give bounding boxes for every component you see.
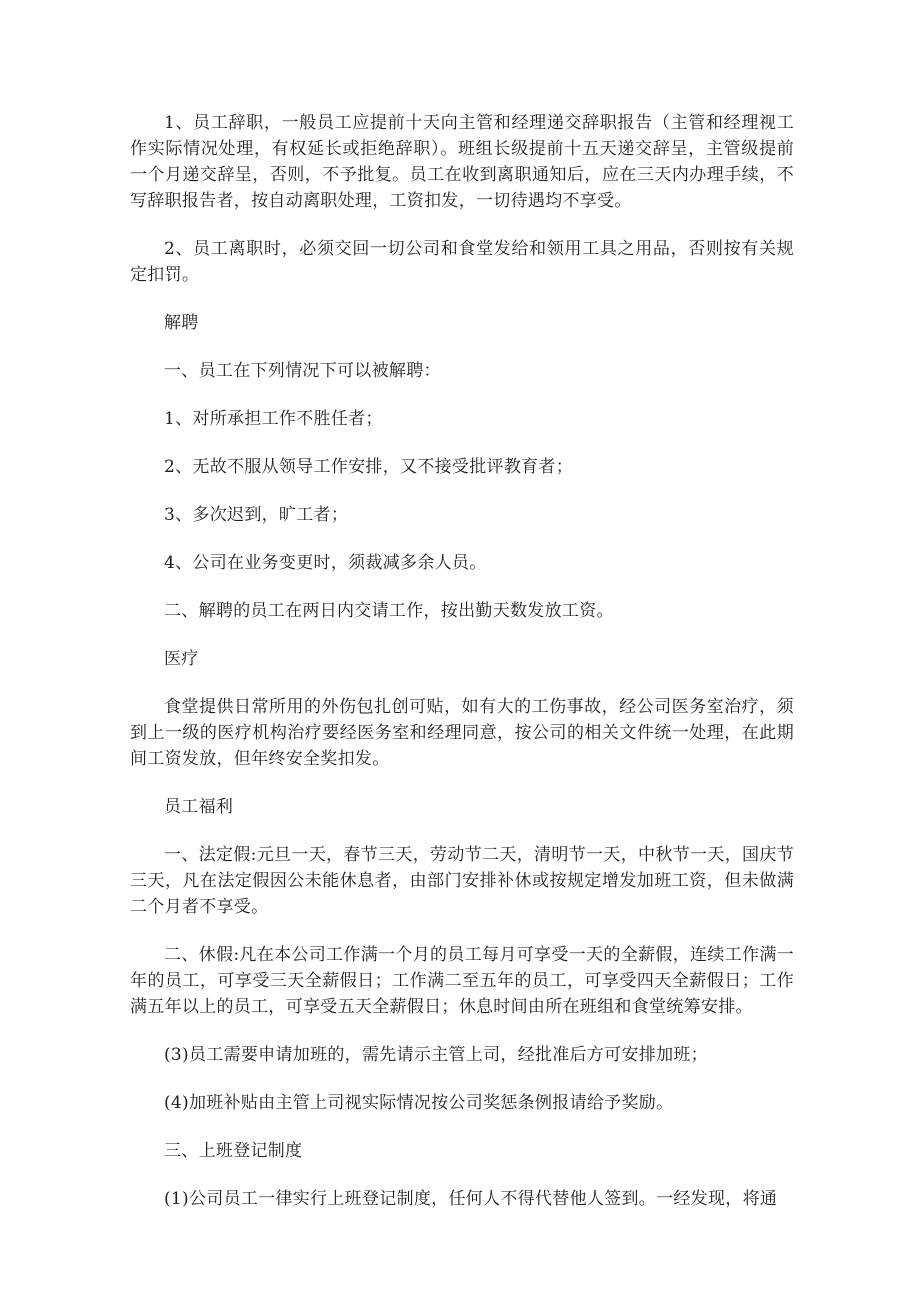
welfare-paid-leave: 二、休假:凡在本公司工作满一个月的员工每月可享受一天的全薪假，连续工作满一年的员工，可享受三天全薪假日；工作满二至五年的员工，可享受四天全薪假日；工作满五年以上的员工，可享受五天全薪假日；休息时间由所在班组和食堂统筹安排。 <box>130 945 794 1017</box>
medical-clause: 食堂提供日常所用的外伤包扎创可贴，如有大的工伤事故，经公司医务室治疗，须到上一级的医疗机构治疗要经医务室和经理同意，按公司的相关文件统一处理，在此期间工资发放，但年终安全奖扣发。 <box>130 697 794 769</box>
section-heading-medical: 医疗 <box>164 649 199 669</box>
dismissal-item-3: 3、多次迟到，旷工者； <box>164 505 349 525</box>
welfare-statutory-holidays: 一、法定假:元旦一天，春节三天，劳动节二天，清明节一天，中秋节一天，国庆节三天，凡在法定假因公未能休息者，由部门安排补休或按规定增发加班工资，但未做满二个月者不享受。 <box>130 845 794 917</box>
section-heading-welfare: 员工福利 <box>164 797 234 817</box>
section-heading-dismissal: 解聘 <box>164 313 199 333</box>
dismissal-item-2: 2、无故不服从领导工作安排，又不接受批评教育者； <box>164 457 574 477</box>
dismissal-item-1: 1、对所承担工作不胜任者； <box>164 409 383 429</box>
dismissal-item-4: 4、公司在业务变更时，须裁减多余人员。 <box>164 553 487 573</box>
dismissal-clause-2: 二、解聘的员工在两日内交请工作，按出勤天数发放工资。 <box>164 601 614 621</box>
attendance-clause-1: (1)公司员工一律实行上班登记制度，任何人不得代替他人签到。一经发现，将通 <box>164 1189 778 1209</box>
dismissal-intro: 一、员工在下列情况下可以被解聘： <box>164 361 441 381</box>
overtime-application: (3)员工需要申请加班的，需先请示主管上司，经批准后方可安排加班； <box>164 1045 708 1065</box>
overtime-allowance: (4)加班补贴由主管上司视实际情况按公司奖惩条例报请给予奖励。 <box>164 1093 674 1113</box>
document-body <box>130 110 794 1212</box>
section-heading-attendance: 三、上班登记制度 <box>164 1141 303 1161</box>
resignation-clause-1: 1、员工辞职，一般员工应提前十天向主管和经理递交辞职报告（主管和经理视工作实际情况处理，有权延长或拒绝辞职）。班组长级提前十五天递交辞呈，主管级提前一个月递交辞呈，否则，不予批复。员工在收到离职通知后，应在三天内办理手续，不写辞职报告者，按自动离职处理，工资扣发，一切待遇均不享受。 <box>130 113 794 211</box>
resignation-clause-2: 2、员工离职时，必须交回一切公司和食堂发给和领用工具之用品，否则按有关规定扣罚。 <box>130 239 794 285</box>
